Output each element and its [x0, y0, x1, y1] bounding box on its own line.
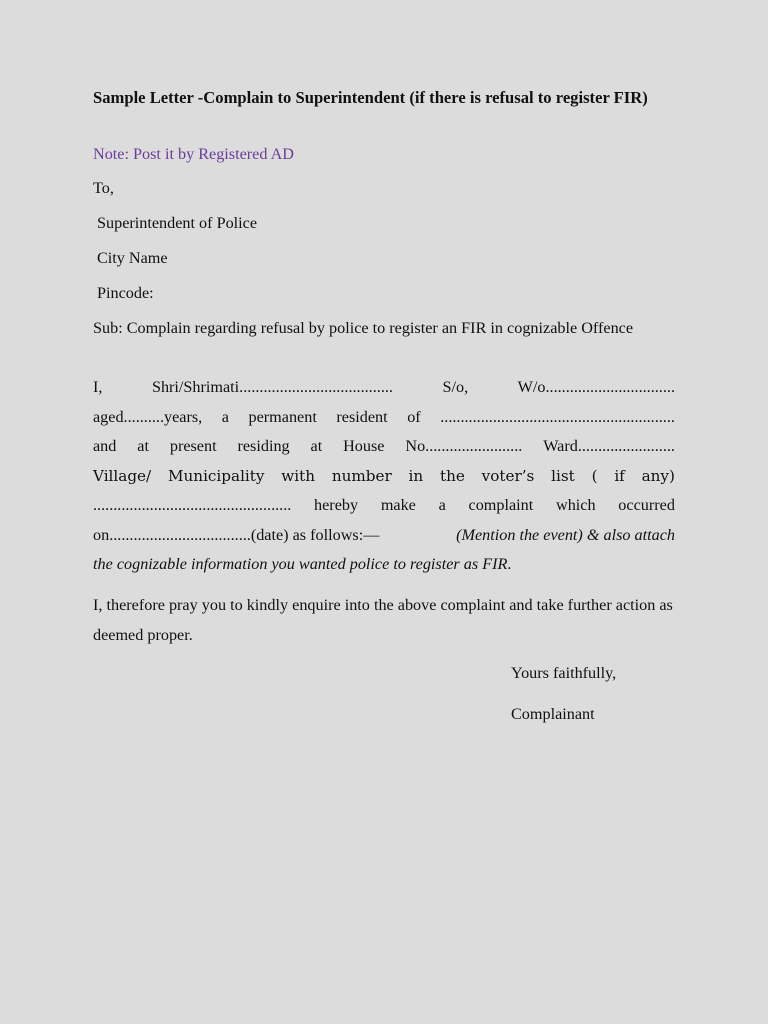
- body-word: .................................................: [93, 496, 292, 514]
- body-word: resident: [336, 407, 388, 426]
- body-word: of: [407, 407, 421, 426]
- body-word: I,: [93, 378, 103, 396]
- body-word: with: [281, 466, 316, 485]
- body-word: S/o,: [442, 378, 469, 396]
- body-word: Village/: [93, 466, 152, 485]
- body-row-1: [93, 373, 675, 403]
- body-word: make: [380, 496, 416, 514]
- address-line-pincode: Pincode:: [97, 284, 154, 302]
- body-row-2: [93, 403, 675, 433]
- body-word: aged..........years,: [93, 407, 203, 426]
- address-line-recipient: Superintendent of Police: [97, 214, 258, 232]
- prayer-paragraph: I, therefore pray you to kindly enquire into the above complaint and take further action as deemed proper.: [93, 596, 673, 644]
- body-word: which: [556, 496, 596, 514]
- body-word: No........................: [405, 437, 523, 455]
- body-word: number: [331, 466, 392, 485]
- signature-line: Complainant: [511, 705, 595, 723]
- body-word: hereby: [314, 496, 359, 514]
- body-word: voter’s: [481, 466, 535, 485]
- body-word: Municipality: [167, 466, 265, 485]
- body-word: any): [641, 466, 675, 485]
- body-word: at: [137, 437, 149, 455]
- complaint-body: [93, 373, 675, 580]
- body-row-6: [93, 521, 675, 551]
- body-instruction-italic: (Mention the event) & also attach: [456, 525, 675, 544]
- body-instruction-italic-cont: the cognizable information you wanted police to register as FIR: [93, 555, 508, 573]
- salutation-to: To,: [93, 179, 114, 197]
- body-period: .: [507, 555, 512, 573]
- address-line-city: City Name: [97, 249, 168, 267]
- body-word: occurred: [618, 496, 675, 514]
- body-word: residing: [237, 437, 290, 455]
- body-word: list: [551, 466, 575, 485]
- posting-note: Note: Post it by Registered AD: [93, 145, 294, 163]
- body-word: Shri/Shrimati......................................: [151, 378, 393, 396]
- body-row-3: [93, 432, 675, 462]
- body-row-4: [93, 462, 675, 492]
- body-word: a: [438, 496, 446, 514]
- body-word: complaint: [468, 496, 534, 514]
- letter-title: Sample Letter -Complain to Superintendent (if there is refusal to register FIR): [93, 88, 648, 107]
- body-date-text: on...................................(date) as follows:—: [93, 525, 380, 544]
- body-row-7: [93, 550, 675, 580]
- body-word: Ward........................: [543, 437, 675, 455]
- body-word: (: [591, 466, 598, 485]
- body-row-5: [93, 491, 675, 521]
- body-word: in: [408, 466, 424, 485]
- subject-line: Sub: Complain regarding refusal by police to register an FIR in cognizable Offence: [93, 319, 634, 337]
- body-word: present: [169, 437, 217, 455]
- body-word: a: [221, 407, 229, 426]
- body-word: ..........................................................: [440, 407, 675, 426]
- body-word: the: [439, 466, 465, 485]
- body-word: and: [93, 437, 117, 455]
- body-word: House: [343, 437, 385, 455]
- closing-salutation: Yours faithfully,: [511, 664, 617, 682]
- body-word: if: [614, 466, 625, 485]
- body-word: at: [310, 437, 323, 455]
- body-word: W/o................................: [517, 378, 675, 396]
- body-word: permanent: [248, 407, 317, 426]
